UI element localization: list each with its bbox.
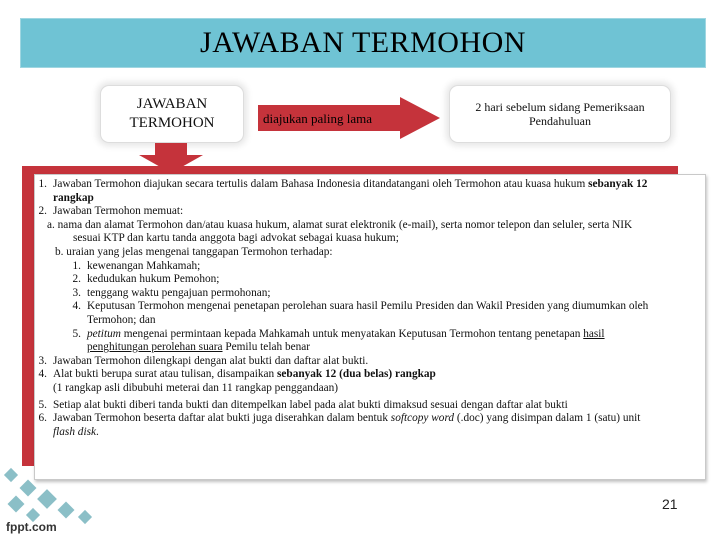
list-number: 6. xyxy=(38,412,47,425)
list-item-6-cont xyxy=(35,426,695,440)
list-bold: sebanyak 12 (dua belas) rangkap xyxy=(277,368,436,381)
sub-item-2 xyxy=(35,273,695,287)
sub-item-1 xyxy=(35,260,695,274)
list-text-cont: sesuai KTP dan kartu tanda anggota bagi advokat sebagai kuasa hukum; xyxy=(73,232,399,245)
title-bar xyxy=(20,18,706,68)
list-number: 2. xyxy=(72,273,81,286)
list-text: tenggang waktu pengajuan permohonan; xyxy=(87,286,271,299)
list-text: Setiap alat bukti diberi tanda bukti dan ditempelkan label pada alat bukti dimaksud sesuai dengan daftar alat bukti xyxy=(53,398,568,411)
list-text: Jawaban Termohon dilengkapi dengan alat bukti dan daftar alat bukti. xyxy=(53,354,369,367)
list-number: 1. xyxy=(72,259,81,272)
list-text-cont-tail: . xyxy=(96,425,99,438)
list-item-5 xyxy=(35,399,695,413)
list-item-4-cont xyxy=(35,382,695,396)
list-italic-cont: flash disk xyxy=(53,425,96,438)
flow-left-label: JAWABAN TERMOHON xyxy=(129,96,215,131)
list-number: 3. xyxy=(38,354,47,367)
list-bold-cont: rangkap xyxy=(53,191,94,204)
flow-left-box xyxy=(101,86,243,142)
list-number: 4. xyxy=(72,300,81,313)
list-text-cont: (1 rangkap asli dibubuhi meterai dan 11 rangkap penggandaan) xyxy=(53,381,339,394)
list-italic: softcopy word xyxy=(390,412,455,425)
list-number: 1. xyxy=(38,178,47,190)
list-text-cont: Termohon; dan xyxy=(87,313,156,326)
list-italic: petitum xyxy=(87,327,121,340)
sub-item-5-cont xyxy=(35,341,695,355)
list-item-2b xyxy=(35,246,695,260)
list-item-4 xyxy=(35,368,695,382)
list-item-2a-cont xyxy=(35,232,695,246)
content-panel xyxy=(34,174,706,480)
list-number: 3. xyxy=(72,286,81,299)
list-item-2 xyxy=(35,205,695,219)
list-item-6 xyxy=(35,412,695,426)
list-number: 5. xyxy=(38,398,47,411)
list-text: kewenangan Mahkamah; xyxy=(87,259,201,272)
sub-item-5 xyxy=(35,328,695,342)
list-text: a. nama dan alamat Termohon dan/atau kuasa hukum, alamat surat elektronik (e-mail), serta nomor telepon dan seluler, serta NIK xyxy=(47,218,633,231)
list-text: Alat bukti berupa surat atau tulisan, disampaikan xyxy=(53,368,277,381)
sub-item-4-cont xyxy=(35,314,695,328)
flow-right-label: 2 hari sebelum sidang Pemeriksaan Pendahuluan xyxy=(475,100,645,128)
list-text: b. uraian yang jelas mengenai tanggapan Termohon terhadap: xyxy=(55,245,333,258)
list-text: Jawaban Termohon beserta daftar alat bukti juga diserahkan dalam bentuk xyxy=(53,412,391,425)
list-underline: hasil xyxy=(583,327,605,340)
list-text-tail: Pemilu telah benar xyxy=(222,341,311,354)
sub-item-4 xyxy=(35,300,695,314)
sub-item-3 xyxy=(35,287,695,301)
list-bold: sebanyak 12 xyxy=(588,178,648,190)
list-item-2a xyxy=(35,219,695,233)
list-text: mengenai permintaan kepada Mahkamah untuk menyatakan Keputusan Termohon tentang penetapan xyxy=(120,327,584,340)
page-number: 21 xyxy=(662,496,678,512)
list-text-tail: (.doc) yang disimpan dalam 1 (satu) unit xyxy=(454,412,641,425)
slide-title: JAWABAN TERMOHON xyxy=(200,26,526,59)
list-item-1 xyxy=(35,178,695,192)
list-text: Keputusan Termohon mengenai penetapan perolehan suara hasil Pemilu Presiden dan Wakil Presiden yang diumumkan oleh xyxy=(87,300,649,313)
footer-brand: fppt.com xyxy=(6,520,57,534)
list-text: Jawaban Termohon diajukan secara tertulis dalam Bahasa Indonesia ditandatangani oleh Termohon atau kuasa hukum xyxy=(53,178,589,190)
flow-right-box xyxy=(450,86,670,142)
list-number: 4. xyxy=(38,368,47,381)
flow-arrow-label: diajukan paling lama xyxy=(263,111,373,126)
list-number: 2. xyxy=(38,205,47,218)
list-number: 5. xyxy=(72,327,81,340)
list-item-3 xyxy=(35,355,695,369)
list-text: Jawaban Termohon memuat: xyxy=(53,205,184,218)
list-item-1-cont xyxy=(35,192,695,206)
list-text: kedudukan hukum Pemohon; xyxy=(87,273,220,286)
list-underline-cont: penghitungan perolehan suara xyxy=(87,341,223,354)
